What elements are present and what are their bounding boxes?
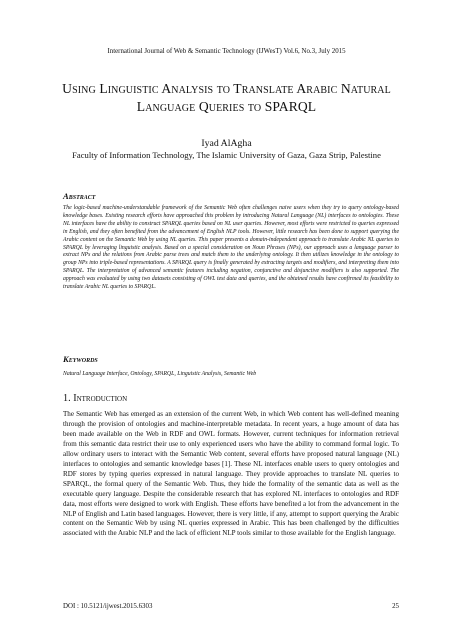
abstract-heading: Abstract xyxy=(63,191,96,201)
abstract-text: The logic-based machine-understandable framework of the Semantic Web often challenges naive users when they try to query ontology-based knowledge bases. Existing research efforts have approached this problem by introducing Natural Language (NL) interfaces to ontologies. These NL interfaces have the ability to construct SPARQL queries based on NL user queries. However, most efforts were restricted to queries expressed in English, and they often benefited from the advancement of English NLP tools. However, little research has been done to support querying the Arabic content on the Semantic Web by using NL queries. This paper presents a domain-independent approach to translate Arabic NL queries to SPARQL by leveraging linguistic analysis. Based on a special consideration on Noun Phrases (NPs), our approach uses a language parser to extract NPs and the relations from Arabic parse trees and match them to the underlying ontology. It then utilizes knowledge in the ontology to group NPs into triple-based representations. A SPARQL query is finally generated by extracting targets and modifiers, and interpreting them into SPARQL. The interpretation of advanced semantic features including negation, conjunctive and disjunctive modifiers is also supported. The approach was evaluated by using two datasets consisting of OWL test data and queries, and the obtained results have confirmed its feasibility to translate Arabic NL queries to SPARQL. xyxy=(63,205,399,291)
paper-title: Using Linguistic Analysis to Translate Arabic Natural Language Queries to SPARQL xyxy=(62,81,391,114)
introduction-text: The Semantic Web has emerged as an extension of the current Web, in which Web content has well-defined meaning through the provision of ontologies and machine-interpretable metadata. In recent years, a huge amount of data has been made available on the Web in RDF and OWL formats. However, current techniques for information retrieval from this semantic data restrict their use to only experienced users who have the ability to command formal logic. To allow ordinary users to interact with the Semantic Web content, several efforts have proposed natural language (NL) interfaces to ontologies and semantic knowledge bases [1]. These NL interfaces enable users to query ontologies and RDF stores by typing queries expressed in natural language. They provide approaches to translate NL queries to SPARQL, the formal query of the Semantic Web. Thus, they hide the formality of the semantic data as well as the executable query language. Despite the considerable research that has explored NL interfaces to ontologies and RDF data, most efforts were designed to work with English. These efforts have benefited a lot from the advancement in the NLP of English and Latin based languages. However, there is very little, if any, attempt to support querying the Arabic content on the Semantic Web by using NL queries expressed in Arabic. This has been challenged by the difficulties associated with the Arabic NLP and the lack of efficient NLP tools similar to those available for the English language. xyxy=(63,410,399,538)
author-name: Iyad AlAgha xyxy=(201,138,252,149)
keywords-heading: Keywords xyxy=(63,354,98,364)
keywords-text: Natural Language Interface, Ontology, SPARQL, Linguistic Analysis, Semantic Web xyxy=(63,371,257,377)
footer-doi: DOI : 10.5121/ijwest.2015.6303 xyxy=(63,603,153,610)
journal-header: International Journal of Web & Semantic Technology (IJWesT) Vol.6, No.3, July 2015 xyxy=(107,48,346,55)
introduction-heading: 1. Introduction xyxy=(63,393,128,404)
author-affiliation: Faculty of Information Technology, The Islamic University of Gaza, Gaza Strip, Palestine xyxy=(72,150,381,160)
page-number: 25 xyxy=(392,603,399,610)
